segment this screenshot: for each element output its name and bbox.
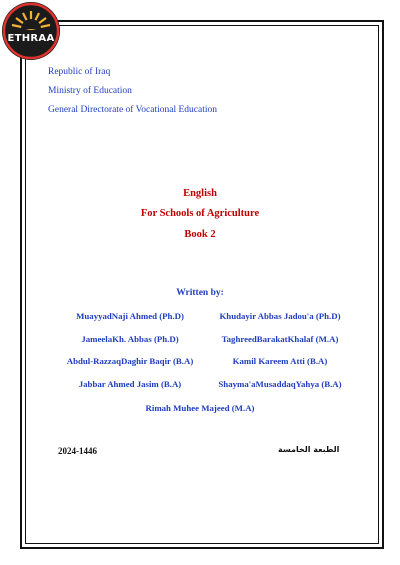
edition-label: الطبعة الخامسة — [278, 445, 340, 454]
ministry-line: Ministry of Education — [48, 86, 132, 96]
written-by-label: Written by: — [176, 288, 224, 298]
book-subject: English — [183, 188, 217, 199]
ethraa-logo — [2, 2, 60, 60]
page-border-inner — [25, 25, 379, 544]
author-left-4: Jabbar Ahmed Jasim (B.A) — [78, 379, 182, 389]
book-audience: For Schools of Agriculture — [140, 208, 260, 219]
author-left-3: Abdul-RazzaqDaghir Baqir (B.A) — [66, 356, 194, 366]
directorate-line: General Directorate of Vocational Education — [48, 105, 217, 115]
book-number: Book 2 — [184, 229, 216, 240]
year-label: 2024-1446 — [58, 446, 97, 456]
author-right-1: Khudayir Abbas Jadou'a (Ph.D) — [219, 311, 341, 321]
author-left-1: MuayyadNaji Ahmed (Ph.D) — [76, 311, 184, 321]
author-left-2: JameelaKh. Abbas (Ph.D) — [81, 334, 179, 344]
logo-text: ETHRAA — [7, 33, 55, 44]
author-right-2: TaghreedBarakatKhalaf (M.A) — [221, 334, 339, 344]
sunburst-icon — [2, 2, 60, 60]
author-last: Rimah Muhee Majeed (M.A) — [145, 403, 255, 413]
country-line: Republic of Iraq — [48, 67, 111, 77]
author-right-3: Kamil Kareem Atti (B.A) — [232, 356, 328, 366]
author-right-4: Shayma'aMusaddaqYahya (B.A) — [218, 379, 342, 389]
